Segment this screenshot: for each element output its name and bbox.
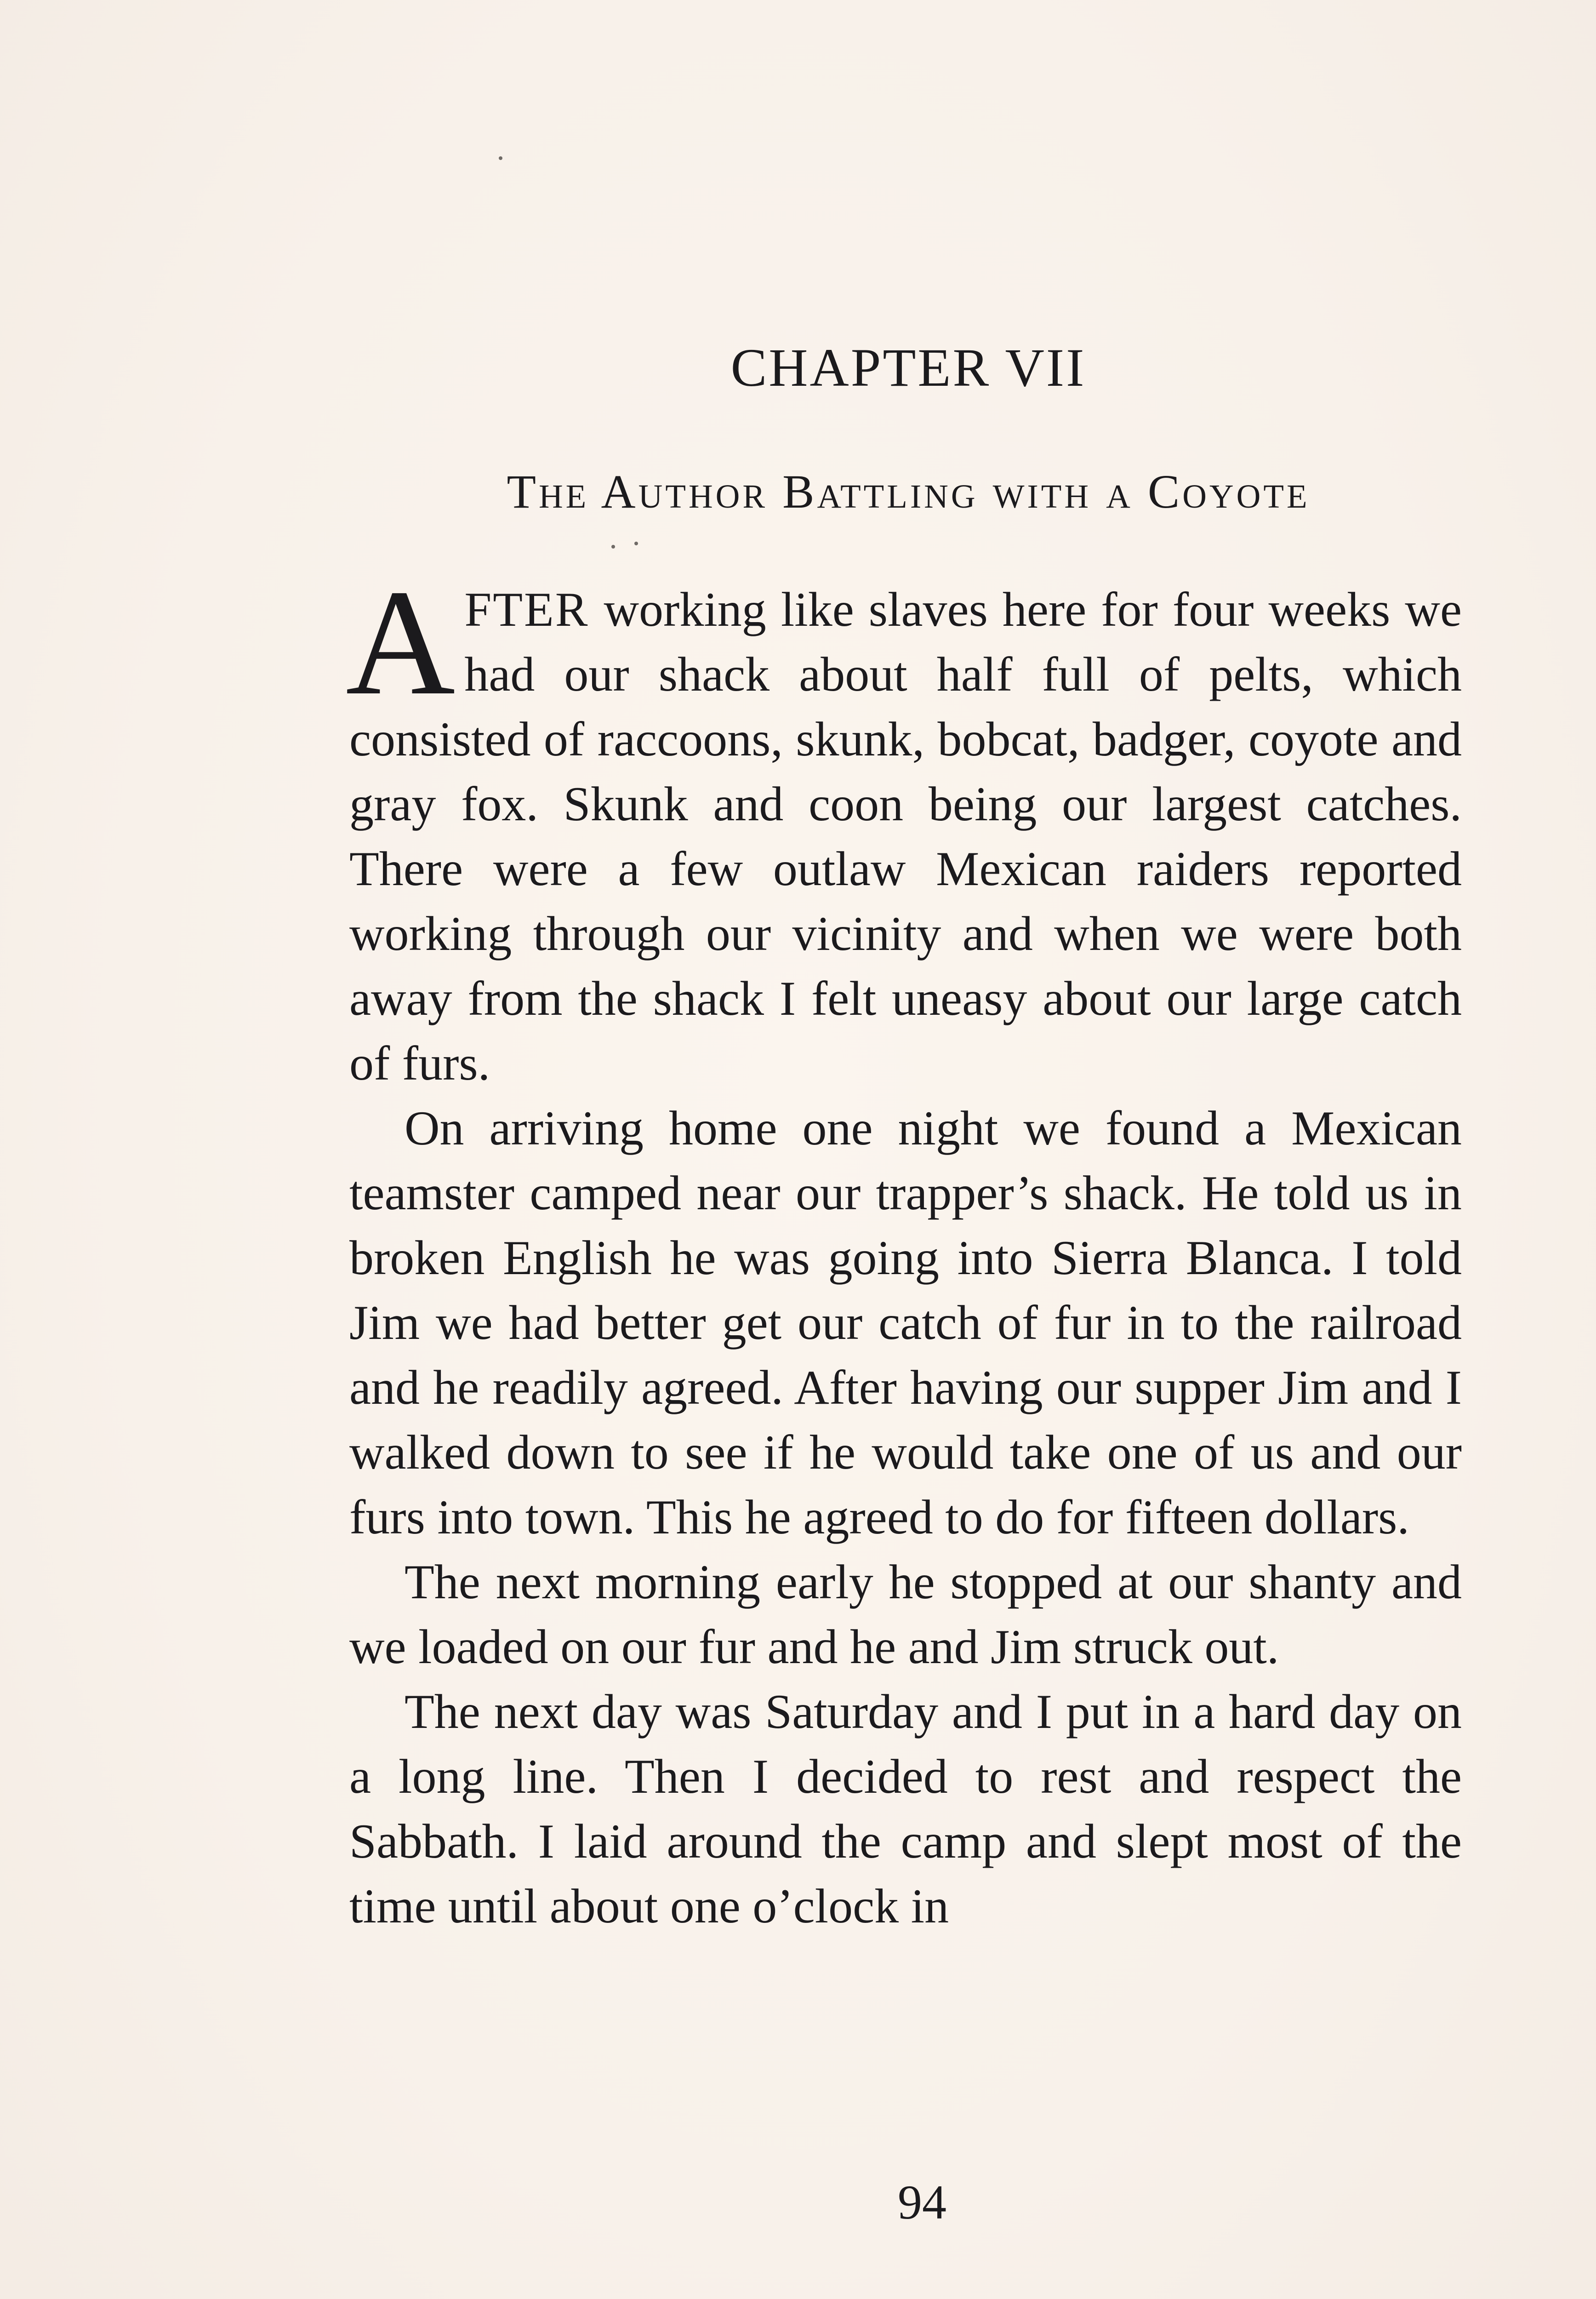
lead-in-caps: FTER — [464, 583, 589, 636]
paragraph-2: On arriving home one night we found a Mexican teamster camped near our trapper’s shack. He told us in broken English he was going into Sierra Blanca. I told Jim we had better get our catch of fur in to the railroad and he readily agreed. After having our supper Jim and I walked down to see if he would take one of us and our furs into town. This he agreed to do for fifteen dollars. — [349, 1101, 1462, 1544]
paragraph-3: The next morning early he stopped at our shanty and we loaded on our fur and he and Jim struck out. — [349, 1555, 1462, 1674]
paragraph-1 — [346, 559, 1462, 1096]
print-speck — [499, 156, 502, 160]
paragraph-text: working like slaves here for four weeks we had our shack about half full of pelts, which consisted of raccoons, skunk, bobcat, badger, coyote and gray fox. Skunk and coon being our largest catches. There were a few outlaw Mexican raiders reported working through our vicinity and when we were both away from the shack I felt uneasy about our large catch of furs. — [349, 583, 1462, 1090]
chapter-number: CHAPTER VII — [730, 337, 1086, 398]
page-number: 94 — [898, 2175, 946, 2229]
print-speck — [634, 542, 638, 545]
chapter-title: The Author Battling with a Coyote — [507, 465, 1310, 518]
print-speck — [611, 545, 615, 549]
body-text — [346, 559, 1462, 1939]
drop-cap: A — [346, 559, 456, 726]
paragraph-4: The next day was Saturday and I put in a hard day on a long line. Then I decided to rest and respect the Sabbath. I laid around the camp and slept most of the time until about one o’clock in — [349, 1685, 1462, 1933]
